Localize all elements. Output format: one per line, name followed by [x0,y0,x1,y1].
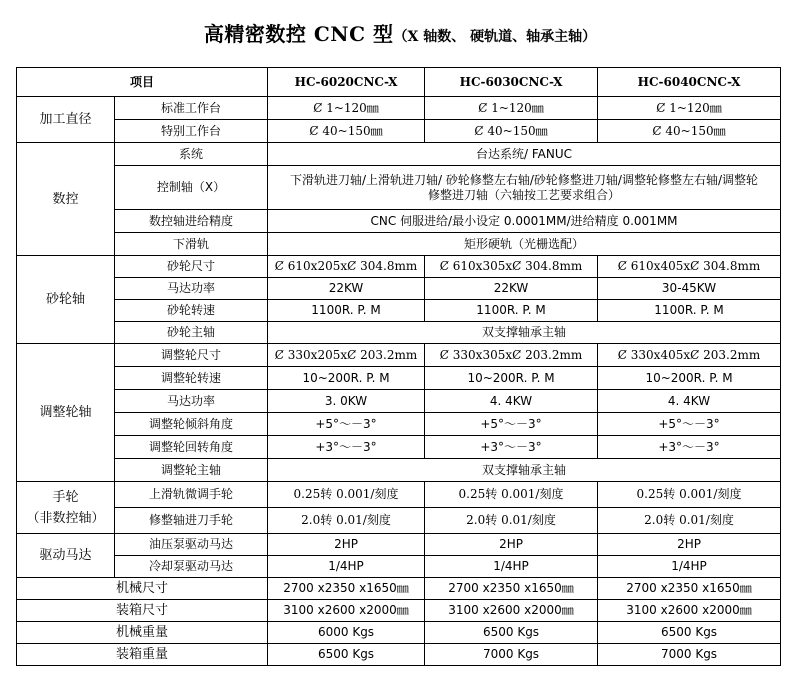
row-label: 控制轴（X） [115,166,268,210]
cell-value: Ȼ 610x205xȻ 304.8mm [268,256,425,278]
header-item: 项目 [17,68,268,97]
cell-value: 0.25转 0.001/刻度 [425,482,598,508]
cell-value: 6500 Kgs [598,622,781,644]
row-label-merged: 装箱重量 [17,644,268,666]
table-row [17,459,781,482]
cell-value: 6500 Kgs [425,622,598,644]
cell-value: 22KW [268,278,425,300]
cell-value: 2.0转 0.01/刻度 [268,508,425,534]
row-label: 调整轮尺寸 [115,344,268,367]
cell-value: 2HP [268,534,425,556]
table-row [17,210,781,233]
table-row [17,120,781,143]
table-row [17,256,781,278]
cell-value: 1/4HP [268,556,425,578]
cell-value: 1100R. P. M [598,300,781,322]
cell-value: 1/4HP [598,556,781,578]
group-handwheel [17,482,115,534]
row-label: 马达功率 [115,390,268,413]
group-cnc: 数控 [17,143,115,256]
cell-value-merged: 双支撑轴承主轴 [268,459,781,482]
cell-value: +3°～－3° [598,436,781,459]
spec-table [16,67,781,666]
row-label: 砂轮尺寸 [115,256,268,278]
title-main: 高精密数控 CNC 型 [203,22,394,46]
row-label-merged: 机械重量 [17,622,268,644]
table-row [17,233,781,256]
cell-value: 22KW [425,278,598,300]
header-model-2: HC-6030CNC-X [425,68,598,97]
group-diameter: 加工直径 [17,97,115,143]
row-label: 数控轴进给精度 [115,210,268,233]
cell-value: 4. 4KW [425,390,598,413]
cell-value: 3100 x2600 x2000㎜ [598,600,781,622]
cell-value: 2700 x2350 x1650㎜ [425,578,598,600]
table-row [17,97,781,120]
cell-value-merged: 下滑轨进刀轴/上滑轨进刀轴/ 砂轮修整左右轴/砂轮修整进刀轴/调整轮修整左右轴/调整轮修整进刀轴（六轴按工艺要求组合） [268,166,781,210]
row-label: 调整轮转速 [115,367,268,390]
table-row [17,278,781,300]
header-model-1: HC-6020CNC-X [268,68,425,97]
header-model-3: HC-6040CNC-X [598,68,781,97]
cell-value: 0.25转 0.001/刻度 [598,482,781,508]
cell-value: 2HP [598,534,781,556]
cell-value: 1/4HP [425,556,598,578]
cell-value: Ȼ 610x405xȻ 304.8mm [598,256,781,278]
table-row [17,413,781,436]
cell-value: 2.0转 0.01/刻度 [598,508,781,534]
cell-value: 7000 Kgs [598,644,781,666]
table-header-row [17,68,781,97]
cell-value: 6500 Kgs [268,644,425,666]
cell-value: Ȼ 330x205xȻ 203.2mm [268,344,425,367]
table-row [17,322,781,344]
table-row [17,622,781,644]
cell-value: 2700 x2350 x1650㎜ [268,578,425,600]
row-label: 标准工作台 [115,97,268,120]
group-grinding-wheel: 砂轮轴 [17,256,115,344]
cell-value: 7000 Kgs [425,644,598,666]
title-subtitle: （X 轴数、 硬轨道、轴承主轴） [393,29,597,45]
cell-value: +5°～－3° [598,413,781,436]
cell-value: Ȼ 330x305xȻ 203.2mm [425,344,598,367]
row-label: 上滑轨微调手轮 [115,482,268,508]
table-row [17,300,781,322]
cell-value: 3100 x2600 x2000㎜ [268,600,425,622]
row-label: 调整轮倾斜角度 [115,413,268,436]
table-row [17,390,781,413]
row-label-merged: 装箱尺寸 [17,600,268,622]
cell-value: Ȼ 330x405xȻ 203.2mm [598,344,781,367]
cell-value: +3°～－3° [268,436,425,459]
cell-value: 10~200R. P. M [598,367,781,390]
cell-value: +5°～－3° [268,413,425,436]
cell-value: 3. 0KW [268,390,425,413]
group-handwheel-line2: （非数控轴） [26,510,105,526]
table-row [17,482,781,508]
cell-value: +5°～－3° [425,413,598,436]
table-row [17,600,781,622]
row-label: 系统 [115,143,268,166]
cell-value-merged: 双支撑轴承主轴 [268,322,781,344]
table-row [17,508,781,534]
table-row [17,143,781,166]
group-drive-motor: 驱动马达 [17,534,115,578]
table-row [17,644,781,666]
cell-value: 1100R. P. M [268,300,425,322]
row-label: 调整轮回转角度 [115,436,268,459]
cell-value: 2.0转 0.01/刻度 [425,508,598,534]
cell-value-merged: 矩形硬轨（光栅选配） [268,233,781,256]
cell-value: Ȼ 1~120㎜ [598,97,781,120]
cell-value-merged: CNC 伺服进给/最小设定 0.0001MM/进给精度 0.001MM [268,210,781,233]
cell-value: 10~200R. P. M [425,367,598,390]
row-label: 油压泵驱动马达 [115,534,268,556]
row-label: 调整轮主轴 [115,459,268,482]
row-label: 下滑轨 [115,233,268,256]
row-label: 砂轮主轴 [115,322,268,344]
row-label-merged: 机械尺寸 [17,578,268,600]
group-handwheel-line1: 手轮 [52,489,79,505]
cell-value: +3°～－3° [425,436,598,459]
cell-value: 30-45KW [598,278,781,300]
cell-value: Ȼ 40~150㎜ [425,120,598,143]
document-title [0,18,800,47]
table-row [17,344,781,367]
cell-value: Ȼ 40~150㎜ [598,120,781,143]
cell-value: 3100 x2600 x2000㎜ [425,600,598,622]
cell-value: Ȼ 40~150㎜ [268,120,425,143]
row-label: 马达功率 [115,278,268,300]
table-row [17,534,781,556]
table-row [17,556,781,578]
cell-value: 2HP [425,534,598,556]
row-label: 砂轮转速 [115,300,268,322]
cell-value: 6000 Kgs [268,622,425,644]
cell-value: Ȼ 1~120㎜ [268,97,425,120]
table-row [17,436,781,459]
cell-value-merged: 台达系统/ FANUC [268,143,781,166]
row-label: 特别工作台 [115,120,268,143]
cell-value: 0.25转 0.001/刻度 [268,482,425,508]
table-row [17,578,781,600]
cell-value: 10~200R. P. M [268,367,425,390]
row-label: 修整轴进刀手轮 [115,508,268,534]
cell-value: 4. 4KW [598,390,781,413]
cell-value: Ȼ 1~120㎜ [425,97,598,120]
row-label: 冷却泵驱动马达 [115,556,268,578]
table-row [17,367,781,390]
cell-value: Ȼ 610x305xȻ 304.8mm [425,256,598,278]
table-row [17,166,781,210]
cell-value: 1100R. P. M [425,300,598,322]
cell-value: 2700 x2350 x1650㎜ [598,578,781,600]
group-regulating-wheel: 调整轮轴 [17,344,115,482]
